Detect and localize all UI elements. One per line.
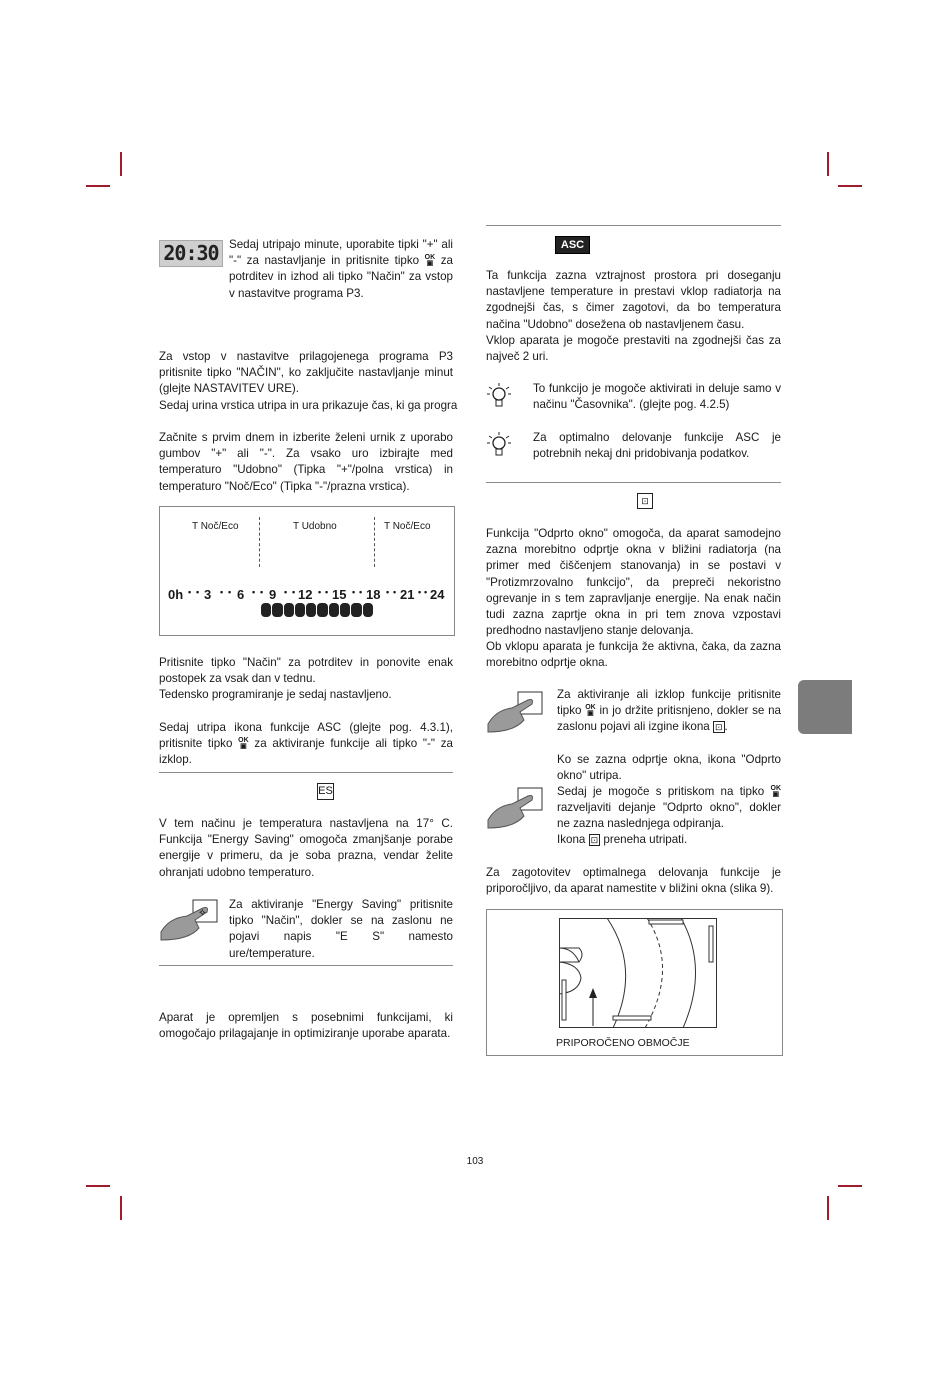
press-paragraph-2: Sedaj je mogoče s pritiskom na tipko OK ▣ razveljaviti dejanje "Odprto okno", dokler ne zazna naslednjega odpiranja. bbox=[557, 784, 781, 831]
p3-paragraph: Za vstop v nastavitve prilagojenega programa P3 pritisnite tipko "NAČIN", ko zaključite nastavljanje minut (glejte NASTAVITEV URE). bbox=[159, 350, 453, 396]
lightbulb-tip-icon bbox=[486, 431, 512, 459]
start-paragraph: Začnite s prvim dnem in izberite želeni urnik z uporabo gumbov "+" ali "-". Za vsako uro izbirajte med temperaturo "Udobno" (Tipka "+"/polna vrstica) in temperaturo "Noč/Eco" (Tipka "-"/prazna vrstica). bbox=[159, 431, 453, 493]
comfort-bars bbox=[261, 603, 373, 617]
tick-dots: • bbox=[418, 587, 422, 597]
label-comfort: T Udobno bbox=[293, 521, 337, 532]
figure-caption: PRIPOROČENO OBMOČJE bbox=[556, 1037, 690, 1049]
hour-label: 6 bbox=[237, 587, 245, 602]
asc-description-2: Vklop aparata je mogoče prestaviti na zgodnejši čas za največ 2 uri. bbox=[486, 334, 781, 364]
hour-label: 9 bbox=[269, 587, 277, 602]
weekly-paragraph: Tedensko programiranje je sedaj nastavljeno. bbox=[159, 688, 392, 701]
window-description: Funkcija "Odprto okno" omogoča, da aparat samodejno zazna morebitno odprtje okna v bližini radiatorja (na primer med čiščenjem stanovanja) in se postavi v "Protizmrzovalno funkcijo", da prepreči nekoristno ogrevanje in s tem zapravljanje energije. Na enak način tudi zazna zaprtje okna in pri tem znova vzpostavi predhodno nastavljeno stanje delovanja. bbox=[486, 527, 781, 638]
press-paragraph-1: Za aktiviranje ali izklop funkcije pritisnite tipko OK ▣ in jo držite pritisnjeno, dokler se na zaslonu pojavi ali izgine ikona ⊡ . bbox=[557, 688, 781, 734]
confirm-paragraph: Pritisnite tipko "Način" za potrditev in ponovite enak postopek za vsak dan v tednu. bbox=[159, 656, 453, 686]
hour-label: 18 bbox=[366, 587, 381, 602]
hour-label: 24 bbox=[430, 587, 445, 602]
tick-dots: • bbox=[393, 587, 397, 597]
open-window-icon: ⊡ bbox=[714, 722, 723, 733]
hand-pressing-icon bbox=[159, 898, 221, 942]
tick-dots: • bbox=[424, 587, 428, 597]
section-divider bbox=[159, 965, 453, 966]
room-figure bbox=[486, 909, 783, 1056]
crop-mark bbox=[86, 185, 110, 187]
crop-mark bbox=[827, 152, 829, 176]
recommend-paragraph: Za zagotovitev optimalnega delovanja funkcije je priporočljivo, da aparat namestite v bližini okna (slika 9). bbox=[486, 866, 781, 896]
divider-dashed bbox=[259, 517, 260, 567]
section-divider bbox=[486, 225, 781, 226]
hand-pressing-icon bbox=[486, 690, 544, 734]
tick-dots: • bbox=[352, 587, 356, 597]
ok-button-icon: OK ▣ bbox=[585, 704, 596, 718]
label-night-left: T Noč/Eco bbox=[192, 521, 239, 532]
tick-dots: • bbox=[220, 587, 224, 597]
crop-mark bbox=[827, 1196, 829, 1220]
detect-paragraph: Ko se zazna odprtje okna, ikona "Odprto okno" utripa. bbox=[557, 753, 781, 783]
tick-dots: • bbox=[260, 587, 264, 597]
crop-mark bbox=[838, 1185, 862, 1187]
asc-paragraph: Sedaj utripa ikona funkcije ASC (glejte pog. 4.3.1), pritisnite tipko OK ▣ za aktiviranje funkcije ali tipko "-" za izklop. bbox=[159, 721, 453, 767]
tick-dots: • bbox=[318, 587, 322, 597]
ok-button-icon: OK ▣ bbox=[424, 254, 436, 268]
hour-label: 12 bbox=[298, 587, 313, 602]
tip-1: To funkcijo je mogoče aktivirati in deluje samo v načinu "Časovnika". (glejte pog. 4.2.5) bbox=[533, 382, 781, 412]
hour-label: 3 bbox=[204, 587, 212, 602]
open-window-icon: ⊡ bbox=[637, 493, 653, 509]
special-paragraph: Aparat je opremljen s posebnimi funkcijami, ki omogočajo prilagajanje in optimiziranje uporabe aparata. bbox=[159, 1011, 453, 1041]
crop-mark bbox=[838, 185, 862, 187]
es-paragraph: V tem načinu je temperatura nastavljena na 17° C. Funkcija "Energy Saving" omogoča zmanjšanje porabe energije v primeru, da je soba prazna, vendar želite ohranjati udobno temperaturo. bbox=[159, 817, 453, 879]
svg-text:⟡: ⟡ bbox=[199, 907, 206, 918]
open-window-icon: ⊡ bbox=[590, 835, 599, 845]
tick-dots: • bbox=[188, 587, 192, 597]
p3-paragraph-2: Sedaj urina vrstica utripa in ura prikazuje čas, ki ga progra bbox=[159, 399, 458, 412]
crop-mark bbox=[120, 1196, 122, 1220]
hand-pressing-icon bbox=[486, 786, 544, 830]
tick-dots: • bbox=[228, 587, 232, 597]
tick-dots: • bbox=[196, 587, 200, 597]
crop-mark bbox=[120, 152, 122, 176]
tick-dots: • bbox=[386, 587, 390, 597]
side-tab bbox=[798, 680, 852, 734]
lightbulb-tip-icon bbox=[486, 382, 512, 410]
stop-paragraph: Ikona ⊡ preneha utripati. bbox=[557, 833, 688, 846]
hour-label: 15 bbox=[332, 587, 347, 602]
ok-button-icon: OK ▣ bbox=[770, 784, 781, 798]
label-night-right: T Noč/Eco bbox=[384, 521, 431, 532]
schedule-diagram bbox=[159, 506, 455, 636]
tick-dots: • bbox=[252, 587, 256, 597]
section-divider bbox=[159, 772, 453, 773]
window-description-2: Ob vklopu aparata je funkcija že aktivna, čaka, da zazna morebitno odprtje okna. bbox=[486, 640, 781, 670]
crop-mark bbox=[86, 1185, 110, 1187]
tick-dots: • bbox=[325, 587, 329, 597]
divider-dashed bbox=[374, 517, 375, 567]
room-plan bbox=[559, 918, 717, 1028]
minutes-paragraph: Sedaj utripajo minute, uporabite tipki "+" ali "-" za nastavljanje in pritisnite tipko OK ▣ za potrditev in izhod ali tipko "Način" za vstop v nastavitve programa P3. bbox=[229, 238, 453, 300]
energy-saving-icon: ES bbox=[317, 783, 334, 800]
es-press-paragraph: Za aktiviranje "Energy Saving" pritisnite tipko "Način", dokler se na zaslonu ne pojavi napis "E S" namesto ure/temperature. bbox=[229, 898, 453, 960]
section-divider bbox=[486, 482, 781, 483]
clock-display: 20:30 bbox=[159, 240, 223, 267]
tick-dots: • bbox=[284, 587, 288, 597]
tick-dots: • bbox=[292, 587, 296, 597]
ok-button-icon: OK ▣ bbox=[238, 737, 249, 751]
tip-2: Za optimalno delovanje funkcije ASC je potrebnih nekaj dni pridobivanja podatkov. bbox=[533, 431, 781, 461]
asc-icon: ASC bbox=[555, 236, 590, 254]
tick-dots: • bbox=[359, 587, 363, 597]
hour-label: 21 bbox=[400, 587, 415, 602]
hour-label: 0h bbox=[168, 587, 184, 602]
page-number: 103 bbox=[466, 1156, 484, 1167]
asc-description: Ta funkcija zazna vztrajnost prostora pri doseganju nastavljene temperature in prestavi vklop radiatorja na zgodnejši čas, s čimer zagotovi, da bo temperatura načina "Udobno" dosežena ob nastavljenem času. bbox=[486, 269, 781, 331]
